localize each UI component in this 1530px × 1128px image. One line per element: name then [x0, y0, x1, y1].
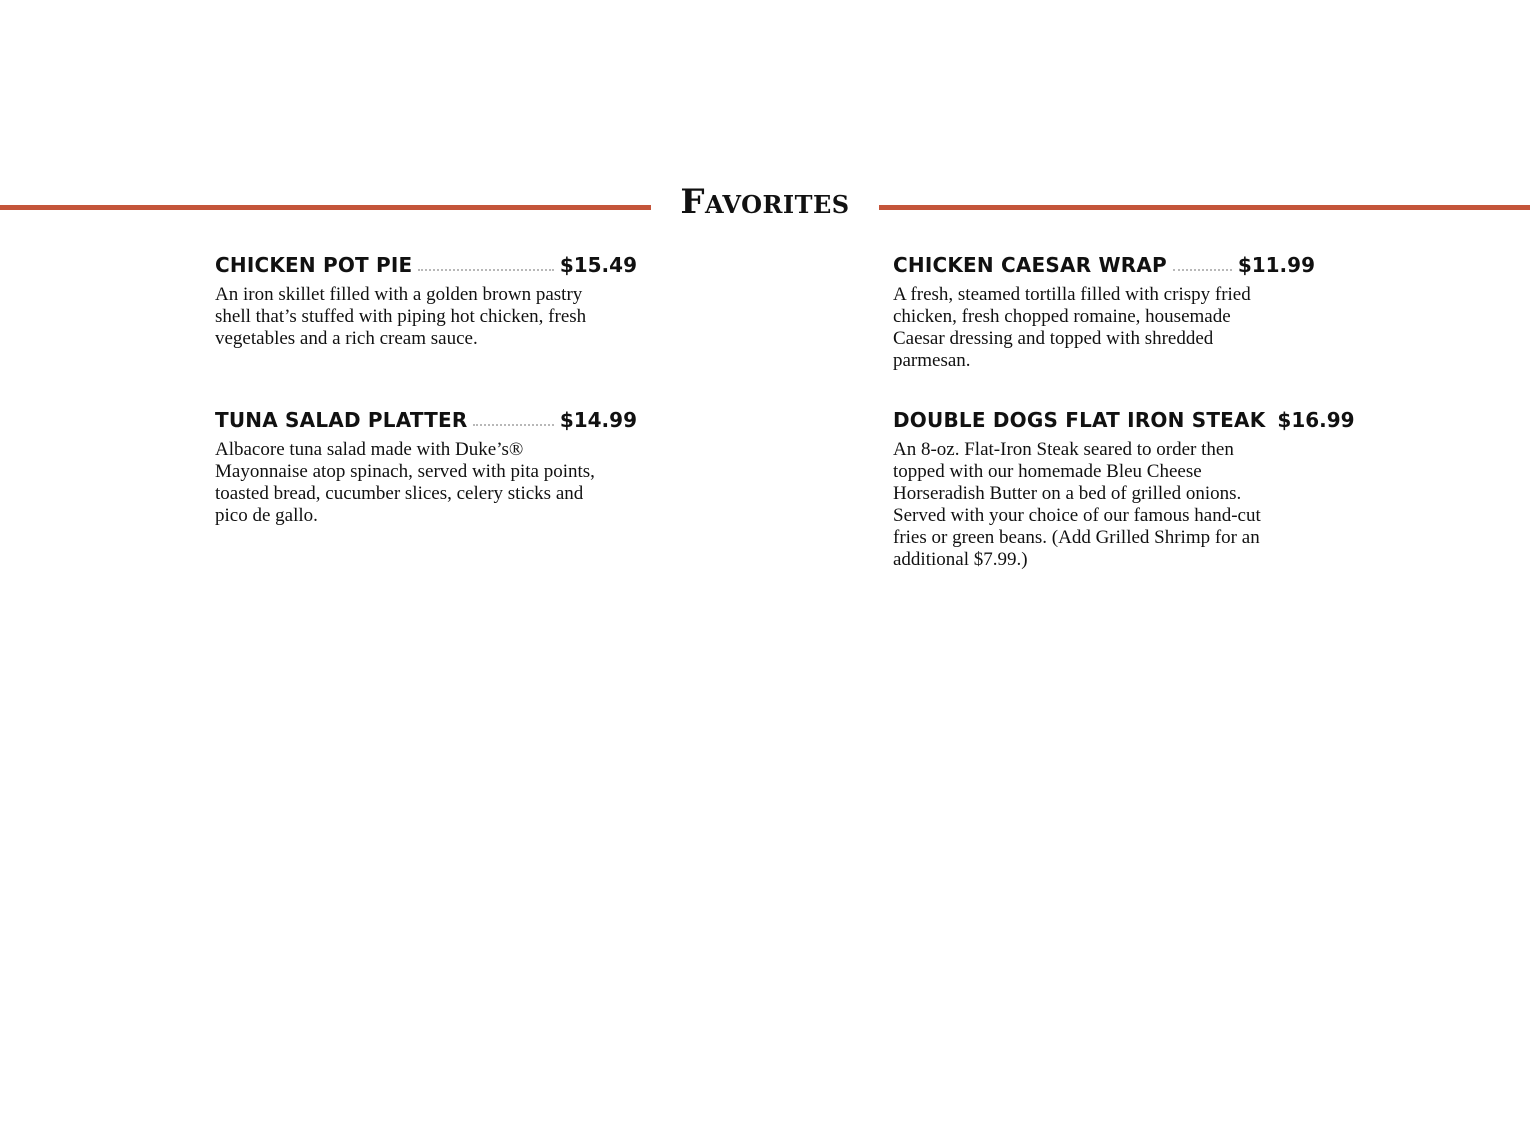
menu-item-chicken-pot-pie [215, 252, 637, 350]
menu-item-header [893, 252, 1315, 278]
menu-item-name: DOUBLE DOGS FLAT IRON STEAK [893, 408, 1266, 432]
dotted-leader [1173, 269, 1232, 271]
menu-item-tuna-salad-platter [215, 407, 637, 527]
section-title: Favorites [680, 182, 850, 222]
menu-item-header [893, 407, 1355, 433]
section-rule-right [879, 205, 1530, 210]
menu-item-price: $11.99 [1237, 253, 1315, 277]
menu-item-header [215, 407, 637, 433]
menu-item-price: $15.49 [559, 253, 637, 277]
menu-item-description: An 8-oz. Flat-Iron Steak seared to order then topped with our homemade Bleu Cheese Horseradish Butter on a bed of grilled onions. Served with your choice of our famous hand-cut fries or green beans. (Add Grilled Shrimp for an additional $7.99.) [893, 439, 1261, 570]
section-rule-left [0, 205, 651, 210]
menu-item-description: An iron skillet filled with a golden brown pastry shell that’s stuffed with piping hot chicken, fresh vegetables and a rich cream sauce. [215, 284, 587, 349]
menu-item-name: CHICKEN CAESAR WRAP [893, 253, 1167, 277]
dotted-leader [473, 424, 553, 426]
menu-item-price: $16.99 [1277, 408, 1355, 432]
menu-item-description: A fresh, steamed tortilla filled with crispy fried chicken, fresh chopped romaine, housemade Caesar dressing and topped with shredded parmesan. [893, 284, 1251, 371]
menu-item-name: CHICKEN POT PIE [215, 253, 413, 277]
menu-item-chicken-caesar-wrap [893, 252, 1315, 372]
menu-item-price: $14.99 [559, 408, 637, 432]
dotted-leader [418, 269, 553, 271]
section-header [0, 180, 1530, 230]
menu-item-name: TUNA SALAD PLATTER [215, 408, 468, 432]
menu-item-double-dogs-flat-iron-steak [893, 407, 1355, 571]
menu-item-header [215, 252, 637, 278]
menu-item-description: Albacore tuna salad made with Duke’s® Mayonnaise atop spinach, served with pita points, toasted bread, cucumber slices, celery sticks and pico de gallo. [215, 439, 595, 526]
